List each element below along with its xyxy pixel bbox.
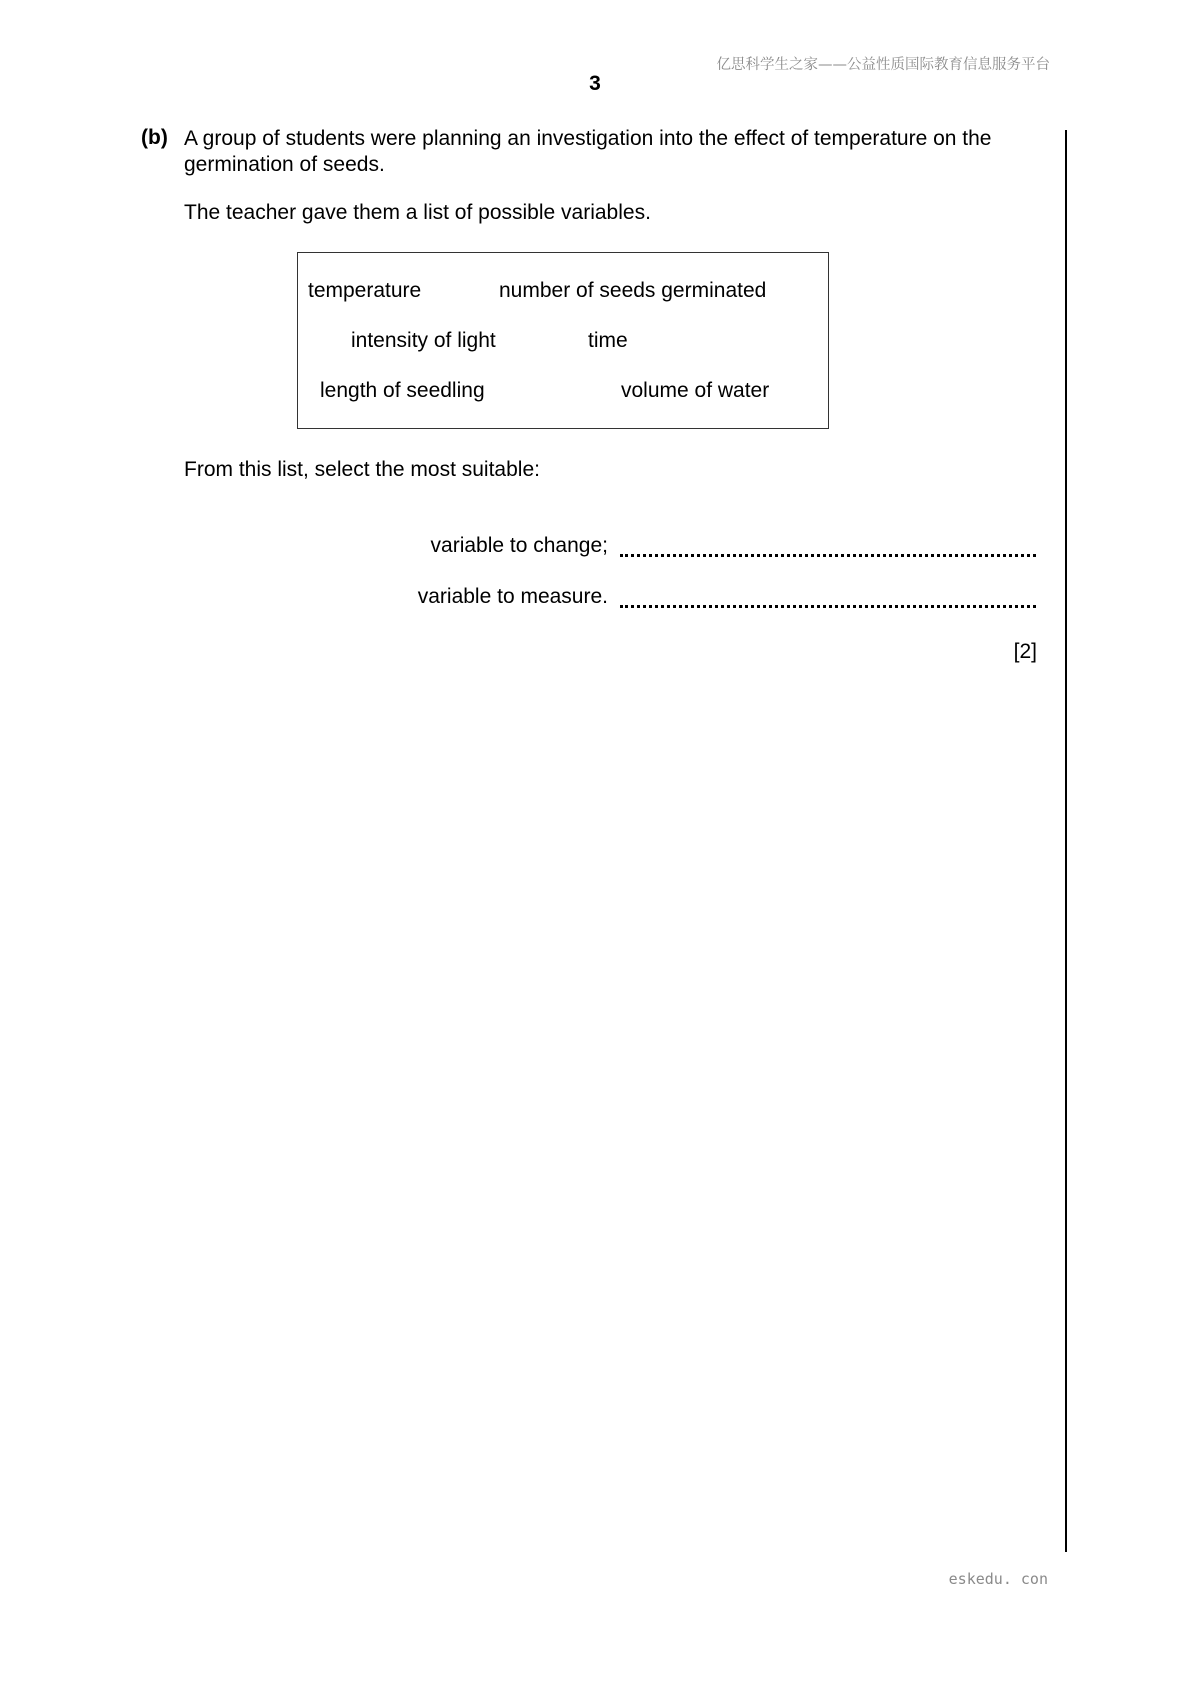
variable-time: time [588,329,628,352]
answer-label-change: variable to change; [430,534,608,557]
question-intro: The teacher gave them a list of possible variables. [184,201,651,224]
margin-rule [1065,130,1067,1552]
footer-watermark: eskedu. con [948,1570,1048,1588]
variable-water-volume: volume of water [621,379,770,402]
page-number: 3 [589,72,601,95]
question-instruction: From this list, select the most suitable: [184,458,540,481]
variable-seeds-germinated: number of seeds germinated [499,279,767,302]
header-watermark: 亿思科学生之家——公益性质国际教育信息服务平台 [716,57,1050,73]
variable-temperature: temperature [308,279,422,302]
variable-seedling-length: length of seedling [320,379,485,402]
answer-line-measure[interactable] [620,605,1036,608]
variables-box [297,252,829,429]
marks-total: [2] [1013,640,1037,663]
question-text: A group of students were planning an investigation into the effect of temperature on the germination of seeds. [184,127,992,176]
answer-line-change[interactable] [620,554,1036,557]
question-label: (b) [141,126,168,149]
answer-label-measure: variable to measure. [417,585,608,608]
variable-light-intensity: intensity of light [351,329,496,352]
